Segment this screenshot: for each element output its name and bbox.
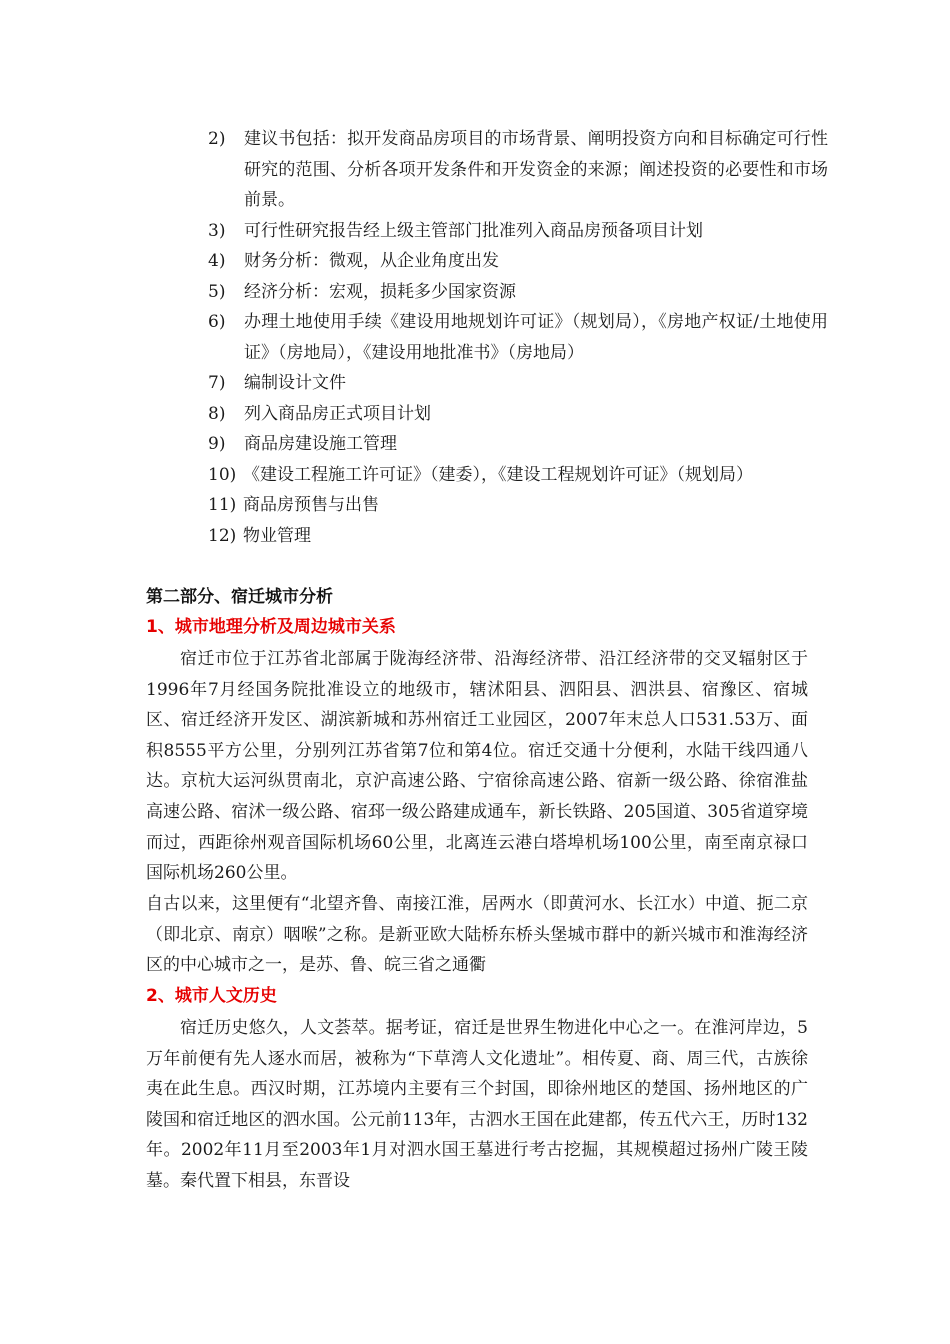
list-item-number: 9)	[208, 434, 226, 454]
list-item	[208, 307, 828, 368]
list-item-text: 《建设工程施工许可证》（建委），《建设工程规划许可证》（规划局）	[243, 464, 753, 485]
section-heading-culture: 2、城市人文历史	[146, 986, 277, 1006]
list-item-text: 商品房预售与出售	[243, 495, 379, 515]
section-heading-geography: 1、城市地理分析及周边城市关系	[146, 617, 396, 637]
list-item	[208, 368, 828, 399]
list-item	[208, 429, 828, 460]
part-heading: 第二部分、宿迁城市分析	[146, 587, 333, 607]
list-item-number: 3)	[208, 220, 226, 241]
list-item-text: 建议书包括：拟开发商品房项目的市场背景、阐明投资方向和目标确定可行性研究的范围、分析各项开发条件和开发资金的来源；阐述投资的必要性和市场前景。	[244, 129, 828, 210]
list-item-number: 10)	[208, 464, 237, 485]
list-item	[208, 521, 828, 552]
list-item-text: 办理土地使用手续《建设用地规划许可证》（规划局），《房地产权证/土地使用证》（房地局），《建设用地批准书》（房地局）	[244, 312, 828, 363]
list-item-number: 4)	[208, 251, 226, 271]
list-item-number: 5)	[208, 281, 226, 302]
list-item	[208, 246, 828, 277]
procedure-list	[208, 124, 828, 551]
list-item	[208, 124, 828, 216]
paragraph-history-designation: 自古以来，这里便有“北望齐鲁、南接江淮，居两水（即黄河水、长江水）中道、扼二京（即北京、南京）咽喉”之称。是新亚欧大陆桥东桥头堡城市群中的新兴城市和淮海经济区的中心城市之一，是苏、鲁、皖三省之通衢	[146, 894, 808, 976]
list-item-text: 商品房建设施工管理	[244, 434, 397, 454]
list-item-text: 财务分析：微观，从企业角度出发	[244, 251, 499, 271]
list-item-text: 物业管理	[243, 525, 311, 546]
list-item	[208, 399, 828, 430]
list-item-number: 12)	[208, 525, 237, 546]
list-item-text: 编制设计文件	[244, 373, 346, 393]
list-item	[208, 216, 828, 247]
list-item	[208, 460, 828, 491]
paragraph-culture: 宿迁历史悠久，人文荟萃。据考证，宿迁是世界生物进化中心之一。在淮河岸边，5万年前便有先人逐水而居，被称为“下草湾人文化遗址”。相传夏、商、周三代，古族徐夷在此生息。西汉时期，江苏境内主要有三个封国，即徐州地区的楚国、扬州地区的广陵国和宿迁地区的泗水国。公元前113年，古泗水王国在此建都，传五代六王，历时132年。2002年11月至2003年1月对泗水国王墓进行考古挖掘，其规模超过扬州广陵王陵墓。秦代置下相县，东晋设	[146, 1018, 808, 1191]
list-item-text: 列入商品房正式项目计划	[244, 403, 431, 424]
list-item-text: 经济分析：宏观，损耗多少国家资源	[244, 281, 516, 302]
list-item-number: 11)	[208, 495, 237, 515]
list-item-number: 7)	[208, 373, 226, 393]
list-item-text: 可行性研究报告经上级主管部门批准列入商品房预备项目计划	[244, 220, 703, 241]
list-item-number: 2)	[208, 129, 226, 149]
paragraph-geography: 宿迁市位于江苏省北部属于陇海经济带、沿海经济带、沿江经济带的交叉辐射区于1996年7月经国务院批准设立的地级市，辖沭阳县、泗阳县、泗洪县、宿豫区、宿城区、宿迁经济开发区、湖滨新城和苏州宿迁工业园区，2007年末总人口531.53万、面积8555平方公里，分别列江苏省第7位和第4位。宿迁交通十分便利，水陆干线四通八达。京杭大运河纵贯南北，京沪高速公路、宁宿徐高速公路、宿新一级公路、徐宿淮盐高速公路、宿沭一级公路、宿邳一级公路建成通车，新长铁路、205国道、305省道穿境而过，西距徐州观音国际机场60公里，北离连云港白塔埠机场100公里，南至南京禄口国际机场260公里。	[146, 649, 808, 884]
list-item-number: 8)	[208, 403, 226, 424]
list-item	[208, 490, 828, 521]
list-item-number: 6)	[208, 312, 226, 332]
list-item	[208, 277, 828, 308]
